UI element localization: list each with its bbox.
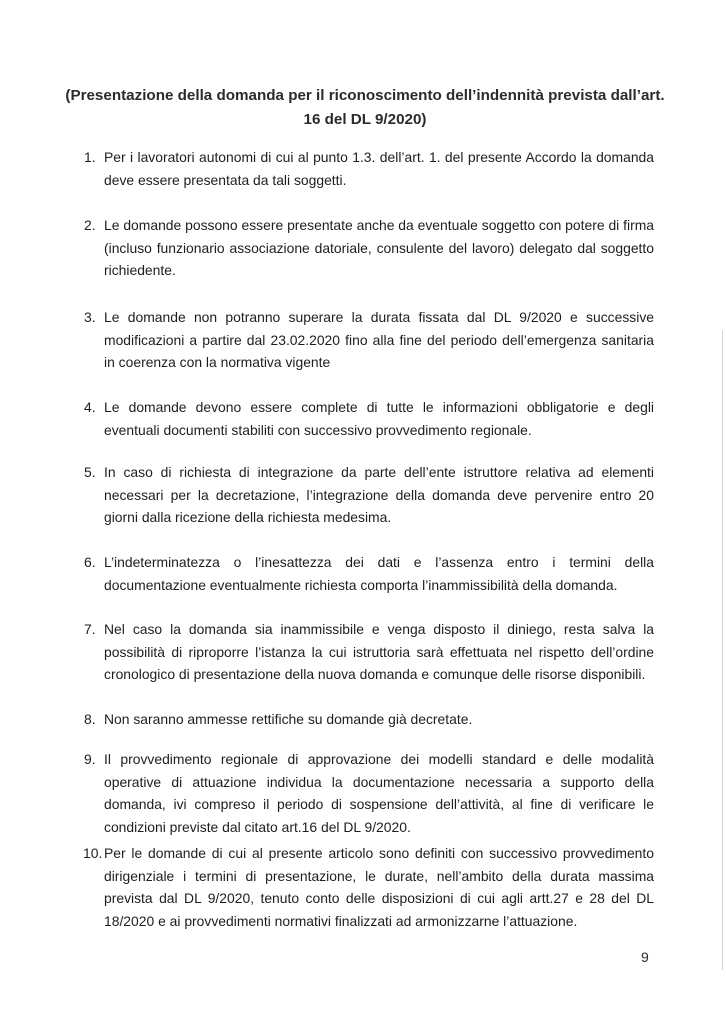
list-item (84, 551, 654, 596)
item-text: Le domande possono essere presentate anche da eventuale soggetto con potere di firma (incluso funzionario associazione datoriale, consulente del lavoro) delegato dal soggetto richiedente. (104, 217, 654, 279)
list-item (84, 146, 654, 191)
list-item (84, 306, 654, 374)
item-number: 1. (84, 149, 96, 165)
list-item (84, 396, 654, 441)
item-number: 4. (84, 399, 96, 415)
list-item (84, 842, 654, 932)
item-text: Non saranno ammesse rettifiche su domande già decretate. (104, 711, 473, 727)
item-number: 5. (84, 464, 96, 480)
document-title: (Presentazione della domanda per il riconoscimento dell’indennità prevista dall’art. 16 del DL 9/2020) (65, 87, 665, 128)
item-number: 9. (84, 751, 96, 767)
item-text: In caso di richiesta di integrazione da parte dell’ente istruttore relativa ad elementi necessari per la decretazione, l’integrazione della domanda deve pervenire entro 20 giorni dalla ricezione della richiesta medesima. (104, 464, 654, 526)
item-text: Per le domande di cui al presente articolo sono definiti con successivo provvedimento dirigenziale i termini di presentazione, le durate, nell’ambito della durata massima prevista dal DL 9/2020, tenuto conto delle disposizioni di cui agli artt.27 e 28 del DL 18/2020 e ai provvedimenti normativi finalizzati ad armonizzarne l’attuazione. (104, 845, 654, 929)
item-text: Il provvedimento regionale di approvazione dei modelli standard e delle modalità operative di attuazione individua la documentazione necessaria a supporto della domanda, ivi compreso il periodo di sospensione dell’attività, al fine di verificare le condizioni previste dal citato art.16 del DL 9/2020. (104, 751, 654, 835)
item-text: L’indeterminatezza o l’inesattezza dei dati e l’assenza entro i termini della documentazione eventualmente richiesta comporta l’inammissibilità della domanda. (104, 554, 654, 593)
item-number: 7. (84, 621, 96, 637)
item-text: Le domande devono essere complete di tutte le informazioni obbligatorie e degli eventuali documenti stabiliti con successivo provvedimento regionale. (104, 399, 654, 438)
item-number: 6. (84, 554, 96, 570)
list-item (84, 461, 654, 529)
scan-edge-line (722, 330, 723, 970)
list-item (84, 708, 654, 731)
list-item (84, 748, 654, 838)
list-item (84, 214, 654, 282)
item-number: 3. (84, 309, 96, 325)
item-number: 8. (84, 711, 96, 727)
page-number: 9 (641, 949, 649, 965)
item-number: 2. (84, 217, 96, 233)
list-item (84, 618, 654, 686)
item-text: Le domande non potranno superare la durata fissata dal DL 9/2020 e successive modificazioni a partire dal 23.02.2020 fino alla fine del periodo dell’emergenza sanitaria in coerenza con la normativa vigente (104, 309, 654, 371)
item-text: Per i lavoratori autonomi di cui al punto 1.3. dell’art. 1. del presente Accordo la domanda deve essere presentata da tali soggetti. (104, 149, 654, 188)
item-text: Nel caso la domanda sia inammissibile e venga disposto il diniego, resta salva la possibilità di riproporre l’istanza la cui istruttoria sarà effettuata nel rispetto dell’ordine cronologico di presentazione della nuova domanda e comunque delle risorse disponibili. (104, 621, 654, 683)
item-number: 10. (83, 845, 103, 861)
